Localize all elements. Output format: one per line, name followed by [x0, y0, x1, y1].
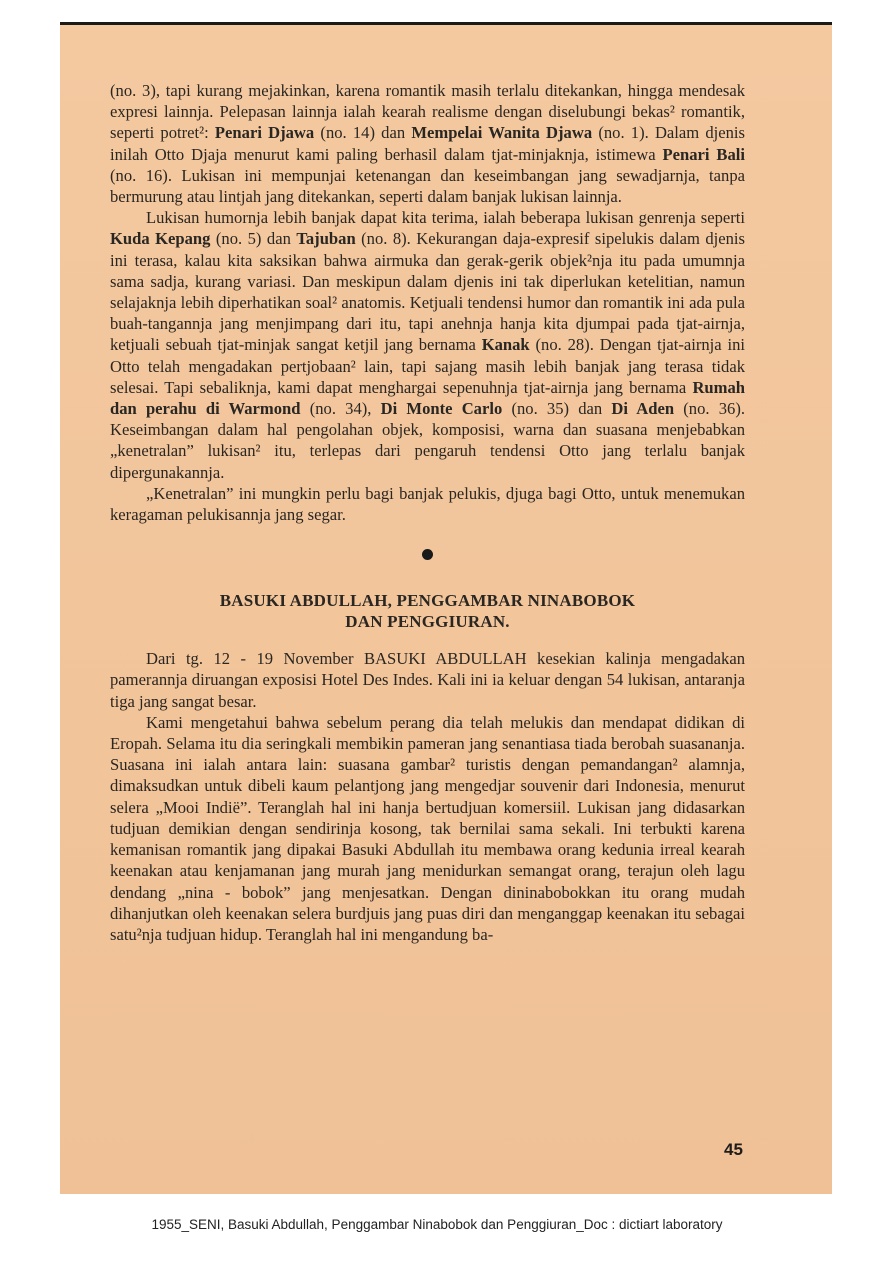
bold-title: Rumah dan perahu di Warmond	[110, 377, 745, 419]
text-run: (no. 34),	[300, 399, 381, 419]
text-run: (no. 28). Dengan tjat-airnja ini Otto telah mengadakan pertjobaan² lain, tapi sajang masih lebih banjak jang terasa tidak selesai. Tapi sebaliknja, kami dapat menghargai sepenuhnja tjat-airnja jang bernama	[110, 335, 745, 397]
bold-title: Di Aden	[611, 399, 675, 419]
bold-title: Kuda Kepang	[110, 229, 211, 249]
paragraph-3	[110, 483, 745, 525]
paragraph-2	[110, 207, 745, 483]
page-number: 45	[724, 1140, 743, 1159]
bold-title: Di Monte Carlo	[380, 399, 503, 419]
bold-title: Tajuban	[296, 229, 356, 249]
section-divider-bullet	[422, 549, 433, 560]
article-body	[110, 80, 745, 945]
paragraph-5: Kami mengetahui bahwa sebelum perang dia telah melukis dan mendapat didikan di Eropah. Selama itu dia seringkali membikin pameran jang senantiasa tiada berobah suasananja. Suasana ini ialah antara lain: suasana gambar² turistis dengan pemandangan² alamnja, dimaksudkan untuk dibeli kaum pelantjong jang mengedjar souvenir dari Indonesia, menurut selera „Mooi Indië”. Teranglah hal ini hanja bertudjuan komersiil. Lukisan jang didasarkan tudjuan demikian dengan sendirinja kosong, tak bernilai sama sekali. Ini terbukti karena kemanisan romantik jang dipakai Basuki Abdullah itu membawa orang kedunia irreal kearah keenakan atau kenjamanan jang murah jang menidurkan semangat orang, terajun oleh lagu dendang „nina - bobok” jang menjesatkan. Dengan dininabobokkan itu orang mudah dihanjutkan oleh keenakan selera burdjuis jang puas diri dan menganggap keenakan itu sebagai satu²nja tudjuan hidup. Teranglah hal ini mengandung ba-	[110, 712, 745, 944]
section-heading	[110, 590, 745, 632]
scanned-page	[60, 22, 832, 1194]
text-run: (no. 35) dan	[502, 399, 612, 419]
text-run: (no. 16). Lukisan ini mempunjai ketenangan dan keseimbangan jang sewadjarnja, tanpa bermurung atau lintjah jang ditekankan, seperti dalam banjak lukisan lainnja.	[110, 165, 745, 207]
text-run: (no. 8). Kekurangan daja-expresif sipelukis dalam djenis ini terasa, kalau kita saksikan bahwa airmuka dan gerak-gerik objek²nja itu pada umumnja sama sadja, kurang variasi. Dan meskipun dalam djenis ini tak diperlukan ketelitian, namun selajaknja lebih diperhatikan soal² anatomis. Ketjuali tendensi humor dan romantik ini ada pula buah-tangannja jang menjimpang dari itu, tapi anehnja hanja kita djumpai pada tjat-airnja, ketjuali sebuah tjat-minjak sangat ketjil jang bernama	[110, 229, 745, 355]
text-run: Lukisan humornja lebih banjak dapat kita terima, ialah beberapa lukisan genrenja seperti	[146, 208, 745, 228]
bold-title: Kanak	[481, 335, 530, 355]
text-run: (no. 36). Keseimbangan dalam hal pengolahan objek, komposisi, warna dan suasana menjebabkan „kenetralan” lukisan² itu, terlepas dari pengaruh tendensi Otto jang terlalu banjak dipergunakannja.	[110, 399, 746, 482]
bold-title: Mempelai Wanita Djawa	[411, 123, 593, 143]
text-run: (no. 3), tapi kurang mejakinkan, karena romantik masih terlalu ditekankan, hingga mendesak expresi lainnja. Pelepasan lainnja ialah kearah realisme dengan diselubungi bekas² romantik, seperti potret²:	[110, 81, 745, 143]
text-run: (no. 14) dan	[314, 123, 412, 143]
text-run: „Kenetralan” ini mungkin perlu bagi banjak pelukis, djuga bagi Otto, untuk menemukan keragaman pelukisannja jang segar.	[110, 483, 745, 525]
bold-title: Penari Djawa	[214, 123, 315, 143]
bold-title: Penari Bali	[662, 144, 745, 164]
text-run: (no. 5) dan	[210, 229, 297, 249]
document-caption: 1955_SENI, Basuki Abdullah, Penggambar Ninabobok dan Penggiuran_Doc : dictiart laboratory	[151, 1217, 723, 1232]
text-run: (no. 1). Dalam djenis inilah Otto Djaja menurut kami paling berhasil dalam tjat-minjaknja, istimewa	[110, 123, 746, 164]
paragraph-4: Dari tg. 12 - 19 November BASUKI ABDULLAH kesekian kalinja mengadakan pamerannja diruangan exposisi Hotel Des Indes. Kali ini ia keluar dengan 54 lukisan, antaranja tiga jang sangat besar.	[110, 649, 745, 711]
heading-line-2: DAN PENGGIURAN.	[345, 612, 510, 632]
heading-line-1: BASUKI ABDULLAH, PENGGAMBAR NINABOBOK	[219, 591, 636, 611]
paragraph-1	[110, 80, 745, 207]
